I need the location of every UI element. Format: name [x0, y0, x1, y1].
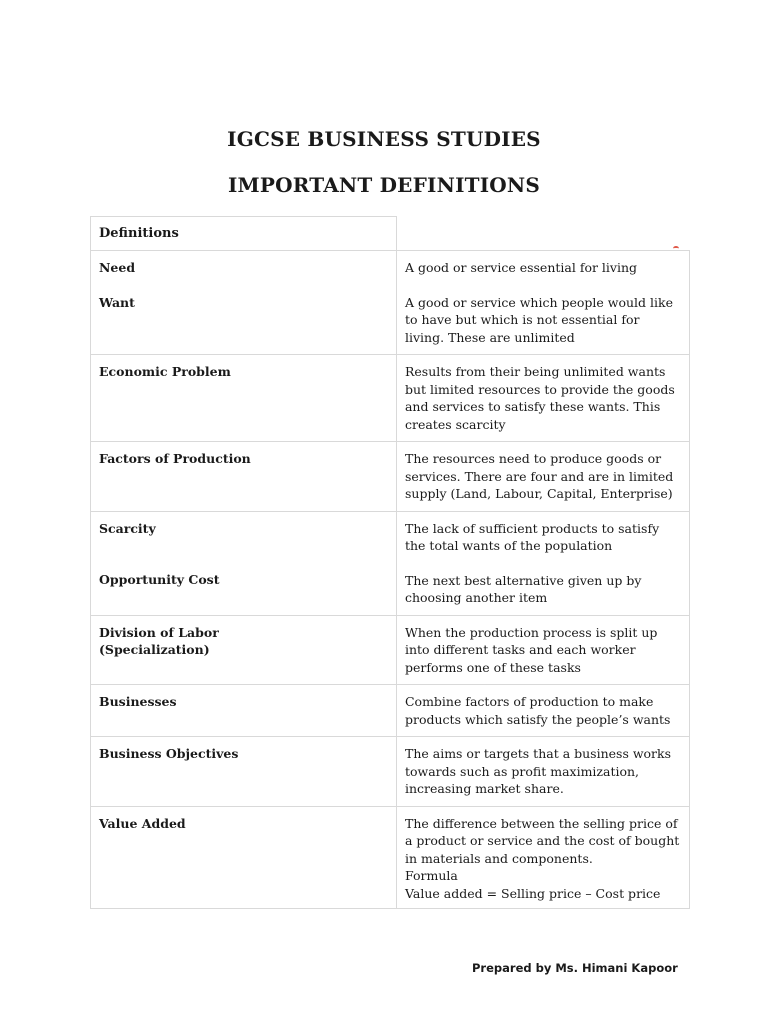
term-want: Want [99, 294, 135, 310]
table-row [90, 685, 690, 737]
definition-cell [397, 512, 689, 615]
definition-scarcity: The lack of sufficient products to satisfy the total wants of the population [404, 520, 660, 553]
definition-cell [397, 807, 689, 909]
table-row [90, 250, 690, 355]
definition-cell [397, 737, 689, 806]
definitions-table [90, 216, 690, 909]
definition-cell [397, 251, 689, 354]
footer-author: Prepared by Ms. Himani Kapoor [472, 961, 678, 975]
definition-businesses: Combine factors of production to make products which satisfy the people’s wants [404, 694, 671, 727]
term-businesses: Businesses [99, 694, 177, 709]
table-row [90, 355, 690, 442]
table-row [90, 442, 690, 512]
term-cell [91, 807, 397, 909]
document-subtitle: IMPORTANT DEFINITIONS [227, 173, 541, 197]
table-row [90, 807, 690, 910]
definition-cell [397, 616, 689, 685]
definition-factors-of-production: The resources need to produce goods or services. There are four and are in limited supply (Land, Labour, Capital, Enterprise) [404, 451, 674, 501]
term-cell [91, 251, 397, 354]
definition-division-of-labor: When the production process is split up into different tasks and each worker performs one of these tasks [404, 624, 658, 675]
term-scarcity: Scarcity [99, 520, 156, 536]
definition-opportunity-cost: The next best alternative given up by choosing another item [404, 572, 642, 605]
term-value-added: Value Added [99, 815, 186, 831]
definition-economic-problem: Results from their being unlimited wants but limited resources to provide the goods and services to satisfy these wants. This creates scarcity [404, 364, 675, 432]
definition-business-objectives: The aims or targets that a business works towards such as profit maximization, increasing market share. [404, 746, 672, 796]
term-opportunity-cost: Opportunity Cost [99, 572, 220, 587]
term-cell [91, 737, 397, 806]
term-cell [91, 616, 397, 685]
term-cell [91, 685, 397, 736]
definition-need: A good or service essential for living [404, 260, 638, 275]
definition-value-added: The difference between the selling price of a product or service and the cost of bought in materials and components. [404, 815, 680, 866]
table-row [90, 512, 690, 616]
term-need: Need [99, 260, 136, 275]
table-row [90, 737, 690, 807]
formula-text: Value added = Selling price – Cost price [404, 885, 661, 901]
document-title: IGCSE BUSINESS STUDIES [227, 127, 541, 151]
term-factors-of-production: Factors of Production [99, 451, 251, 466]
term-cell [91, 442, 397, 511]
term-cell [91, 355, 397, 441]
table-header-cell [90, 216, 397, 250]
definition-want: A good or service which people would like to have but which is not essential for living. These are unlimited [404, 294, 673, 345]
table-header-label: Definitions [99, 226, 179, 241]
term-business-objectives: Business Objectives [99, 746, 239, 761]
definition-cell [397, 355, 689, 441]
term-economic-problem: Economic Problem [99, 364, 231, 379]
formula-label: Formula [404, 868, 458, 883]
definition-cell [397, 442, 689, 511]
term-division-of-labor: Division of Labor (Specialization) [99, 624, 219, 657]
term-cell [91, 512, 397, 615]
table-row [90, 616, 690, 686]
definition-cell [397, 685, 689, 736]
